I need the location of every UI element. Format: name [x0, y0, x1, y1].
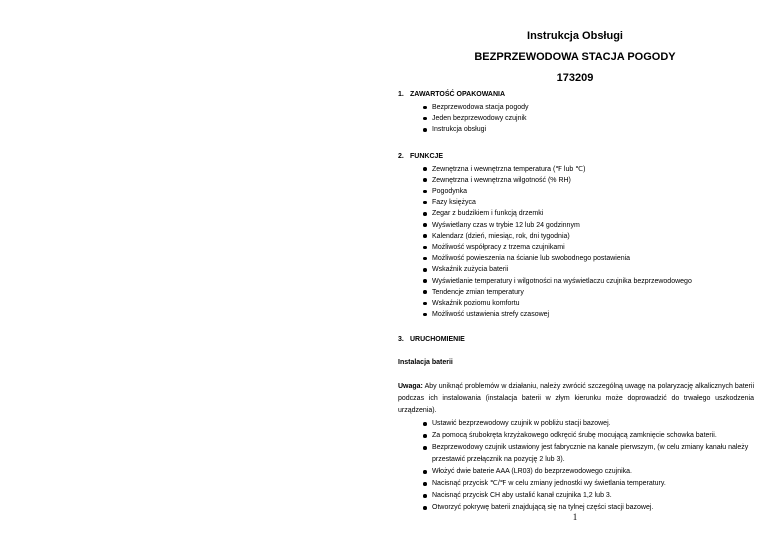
product-name: BEZPRZEWODOWA STACJA POGODY	[474, 51, 676, 63]
functions-list	[398, 164, 754, 321]
list-item: Tendencje zmian temperatury	[398, 287, 754, 298]
document-title: Instrukcja Obsługi	[527, 30, 623, 42]
list-item: Możliwość współpracy z trzema czujnikami	[398, 242, 754, 253]
section-number: 2.	[398, 152, 404, 160]
list-item: Instrukcja obsługi	[398, 124, 754, 135]
section-number: 3.	[398, 336, 404, 344]
section-title: URUCHOMIENIE	[410, 336, 465, 344]
list-item: Wyświetlany czas w trybie 12 lub 24 godzinnym	[398, 220, 754, 231]
product-code: 173209	[556, 72, 594, 84]
list-item: Wyświetlanie temperatury i wilgotności na wyświetlaczu czujnika bezprzewodowego	[398, 276, 754, 287]
list-item: Pogodynka	[398, 186, 754, 197]
section-heading-functions	[398, 151, 754, 162]
list-item: Zewnętrzna i wewnętrzna wilgotność (% RH)	[398, 175, 754, 186]
list-item: Bezprzewodowa stacja pogody	[398, 102, 754, 113]
section-heading-setup	[398, 334, 754, 345]
list-item: Możliwość ustawienia strefy czasowej	[398, 309, 754, 320]
page-number: 1	[572, 512, 578, 522]
section-number: 1.	[398, 91, 404, 98]
list-item: Otworzyć pokrywę baterii znajdującą się na tylnej części stacji bazowej.	[398, 502, 754, 514]
list-item: Włożyć dwie baterie AAA (LR03) do bezprzewodowego czujnika.	[398, 466, 754, 478]
section-title: FUNKCJE	[410, 152, 444, 160]
list-item: Nacisnąć przycisk CH aby ustalić kanał czujnika 1,2 lub 3.	[398, 490, 754, 502]
section-heading-contents	[398, 89, 754, 100]
list-item: Ustawić bezprzewodowy czujnik w pobliżu stacji bazowej.	[398, 418, 754, 430]
subsection-title: Instalacja baterii	[398, 359, 453, 367]
battery-steps-list	[398, 418, 754, 514]
warning-text: Aby uniknąć problemów w działaniu, należy zwrócić szczególną uwagę na polaryzację alkalicznych baterii podczas ich instalowania (instalacja baterii w złym kierunku może doprowadzić do trwałego uszkodzenia urządzenia).	[398, 383, 754, 415]
list-item: Jeden bezprzewodowy czujnik	[398, 113, 754, 124]
list-item: Wskaźnik poziomu komfortu	[398, 298, 754, 309]
list-item: Fazy księżyca	[398, 197, 754, 208]
list-item: Wskaźnik zużycia baterii	[398, 264, 754, 275]
contents-list	[398, 102, 754, 136]
list-item: Bezprzewodowy czujnik ustawiony jest fabrycznie na kanale pierwszym, (w celu zmiany kanału należy przestawić przełącznik na pozycję 2 lub 3).	[398, 442, 754, 466]
document-body	[398, 89, 754, 514]
list-item: Możliwość powieszenia na ścianie lub swobodnego postawienia	[398, 253, 754, 264]
list-item: Zewnętrzna i wewnętrzna temperatura (℉ lub ℃)	[398, 164, 754, 175]
list-item: Nacisnąć przycisk ℃/℉ w celu zmiany jednostki wy świetlania temperatury.	[398, 478, 754, 490]
list-item: Kalendarz (dzień, miesiąc, rok, dni tygodnia)	[398, 231, 754, 242]
list-item: Zegar z budzikiem i funkcją drzemki	[398, 208, 754, 219]
warning-label: Uwaga:	[398, 383, 423, 391]
warning-paragraph	[398, 381, 754, 417]
section-title: ZAWARTOŚĆ OPAKOWANIA	[410, 91, 506, 98]
list-item: Za pomocą śrubokręta krzyżakowego odkręcić śrubę mocującą zamknięcie schowka baterii.	[398, 430, 754, 442]
document-header	[384, 26, 766, 89]
